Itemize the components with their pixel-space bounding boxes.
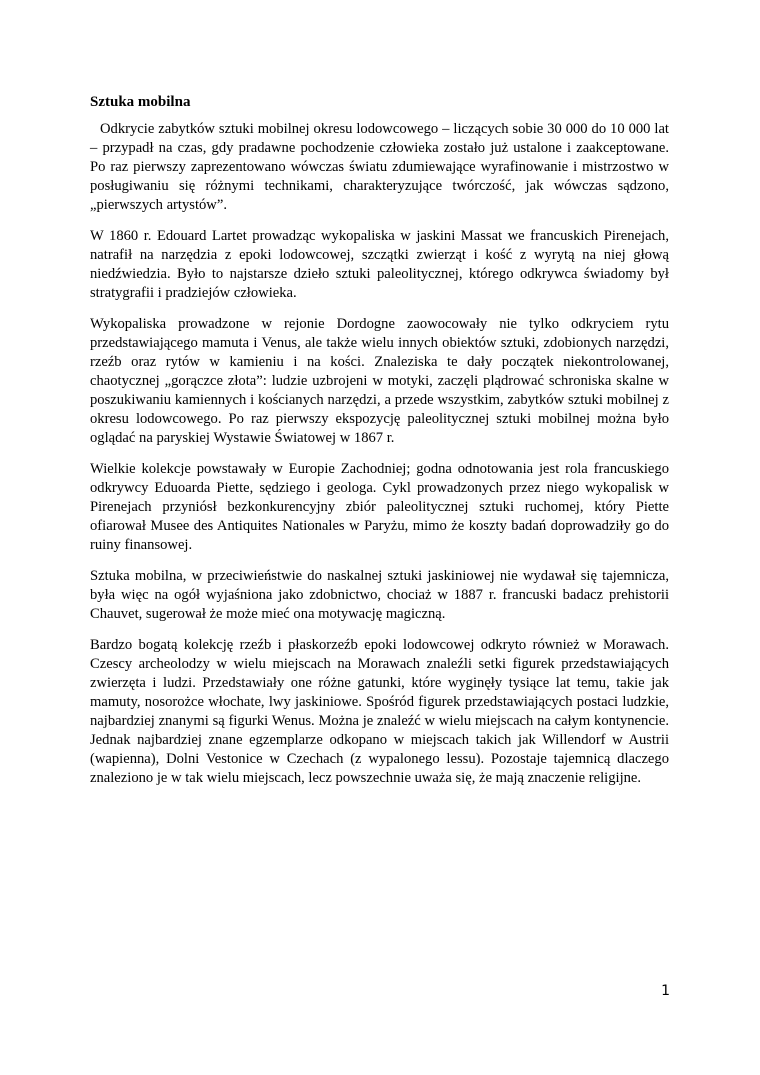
paragraph-5: Sztuka mobilna, w przeciwieństwie do naskalnej sztuki jaskiniowej nie wydawał się tajemnicza, była więc na ogół wyjaśniona jako zdobnictwo, chociaż w 1887 r. francuski badacz prehistorii Chauvet, sugerował że może mieć ona motywację magiczną.	[90, 568, 669, 622]
paragraph-1: Odkrycie zabytków sztuki mobilnej okresu lodowcowego – liczących sobie 30 000 do 10 000 lat – przypadł na czas, gdy pradawne pochodzenie człowieka zostało już ustalone i zaakceptowane. Po raz pierwszy zaprezentowano wówczas światu zdumiewające wyrafinowanie i mistrzostwo w posługiwaniu się różnymi technikami, charakteryzujące twórczość, jak wówczas sądzono, „pierwszych artystów”.	[90, 121, 669, 213]
paragraph-2: W 1860 r. Edouard Lartet prowadząc wykopaliska w jaskini Massat we francuskich Pirenejach, natrafił na narzędzia z epoki lodowcowej, szczątki zwierząt i kość z wyrytą na niej głową niedźwiedzia. Było to najstarsze dzieło sztuki paleolitycznej, którego odkrywca świadomy był stratygrafii i pradziejów człowieka.	[90, 228, 669, 301]
page-number: 1	[661, 983, 670, 999]
paragraph-4: Wielkie kolekcje powstawały w Europie Zachodniej; godna odnotowania jest rola francuskiego odkrywcy Eduoarda Piette, sędziego i geologa. Cykl prowadzonych przez niego wykopalisk w Pirenejach przyniósł bezkonkurencyjny zbiór paleolitycznej sztuki ruchomej, który Piette ofiarował Musee des Antiquites Nationales w Paryżu, mimo że koszty badań doprowadziły go do ruiny finansowej.	[90, 461, 669, 553]
document-title: Sztuka mobilna	[90, 94, 191, 110]
document-page	[90, 92, 669, 800]
paragraph-3: Wykopaliska prowadzone w rejonie Dordogne zaowocowały nie tylko odkryciem rytu przedstawiającego mamuta i Venus, ale także wielu innych obiektów sztuki, zdobionych narzędzi, rzeźb oraz rytów w kamieniu i na kości. Znaleziska te dały początek niekontrolowanej, chaotycznej „gorączce złota”: ludzie uzbrojeni w motyki, zaczęli plądrować schroniska skalne w poszukiwaniu kamiennych i kościanych narzędzi, a przede wszystkim, zabytków sztuki mobilnej z okresu lodowcowego. Po raz pierwszy ekspozycję paleolitycznej sztuki mobilnej można było oglądać na paryskiej Wystawie Światowej w 1867 r.	[90, 316, 669, 446]
paragraph-6: Bardzo bogatą kolekcję rzeźb i płaskorzeźb epoki lodowcowej odkryto również w Morawach. Czescy archeolodzy w wielu miejscach na Morawach znaleźli setki figurek przedstawiających zwierzęta i ludzi. Przedstawiały one różne gatunki, które wyginęły tysiące lat temu, takie jak mamuty, nosorożce włochate, lwy jaskiniowe. Spośród figurek przedstawiających postaci ludzkie, najbardziej znanymi są figurki Wenus. Można je znaleźć w wielu miejscach na całym kontynencie. Jednak najbardziej znane egzemplarze odkopano w miejscach takich jak Willendorf w Austrii (wapienna), Dolni Vestonice w Czechach (z wypalonego lessu). Pozostaje tajemnicą dlaczego znaleziono je w tak wielu miejscach, lecz powszechnie uważa się, że mają znaczenie religijne.	[90, 637, 669, 786]
